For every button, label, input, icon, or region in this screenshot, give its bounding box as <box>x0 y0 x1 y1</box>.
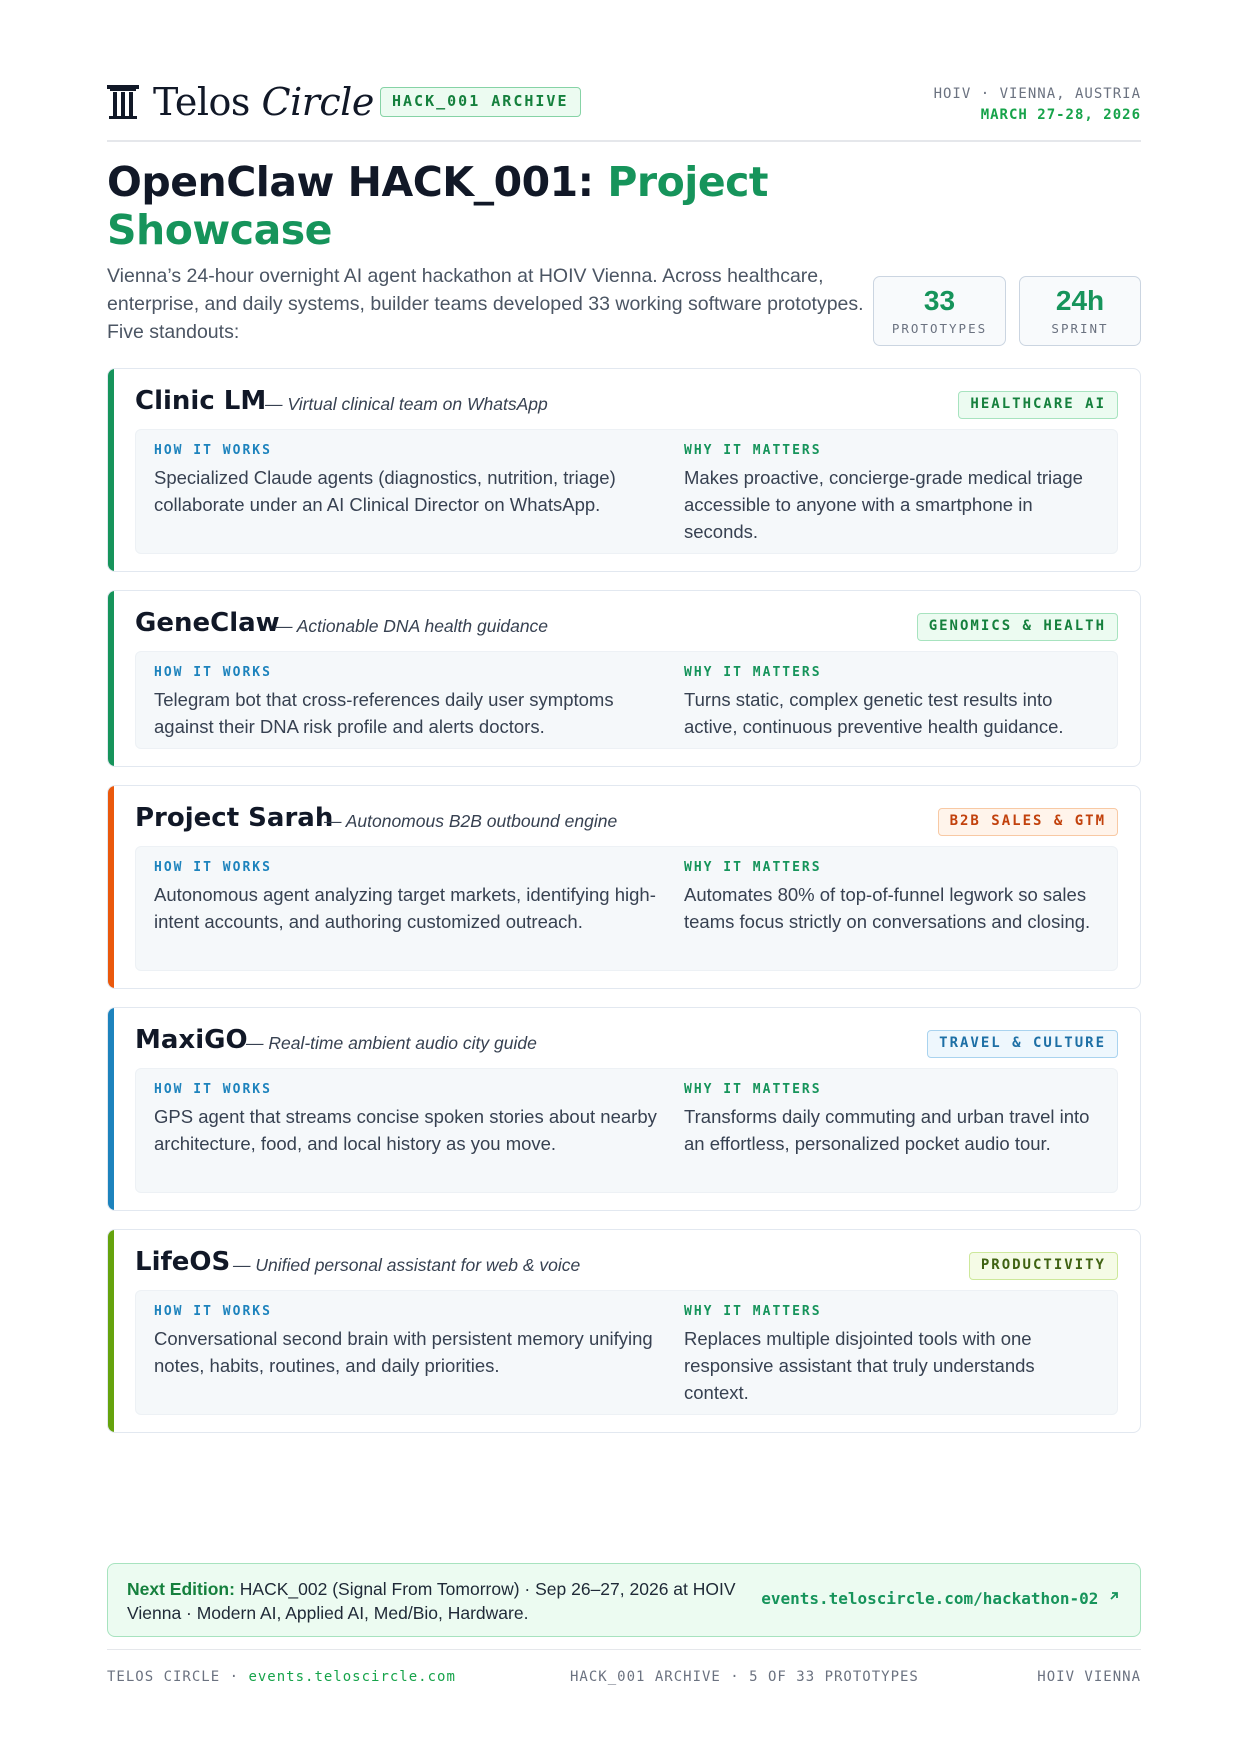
why-text: Transforms daily commuting and urban travel into an effortless, personalized pocket audio tour. <box>684 1106 1090 1154</box>
venue-info <box>934 84 1141 126</box>
footer-venue: HOIV VIENNA <box>1037 1669 1141 1685</box>
why-heading: WHY IT MATTERS <box>684 665 822 680</box>
why-it-matters <box>684 1304 1102 1406</box>
header <box>107 78 1141 142</box>
how-text: GPS agent that streams concise spoken stories about nearby architecture, food, and local history as you move. <box>154 1106 657 1154</box>
why-text: Turns static, complex genetic test results into active, continuous preventive health guidance. <box>684 689 1064 737</box>
project-name: GeneClaw <box>135 608 280 638</box>
card-accent-bar <box>108 786 114 988</box>
why-heading: WHY IT MATTERS <box>684 443 822 458</box>
event-dates: MARCH 27-28, 2026 <box>980 107 1141 123</box>
project-tagline: — Virtual clinical team on WhatsApp <box>265 394 548 414</box>
project-card-project-sarah <box>107 785 1141 989</box>
why-text: Replaces multiple disjointed tools with one responsive assistant that truly understands context. <box>684 1328 1035 1403</box>
how-it-works <box>154 443 664 518</box>
venue-location: HOIV · VIENNA, AUSTRIA <box>933 86 1141 102</box>
stat-value: 24h <box>1055 285 1105 316</box>
card-accent-bar <box>108 591 114 766</box>
project-name: LifeOS <box>135 1247 231 1277</box>
how-text: Specialized Claude agents (diagnostics, nutrition, triage) collaborate under an AI Clinical Director on WhatsApp. <box>154 467 616 515</box>
next-edition-banner <box>107 1563 1141 1637</box>
card-accent-bar <box>108 369 114 571</box>
external-arrow-icon <box>1108 1590 1120 1602</box>
how-it-works <box>154 860 664 935</box>
project-card-lifeos <box>107 1229 1141 1433</box>
project-tagline: — Autonomous B2B outbound engine <box>324 811 618 831</box>
how-it-works <box>154 1304 664 1379</box>
stat-value: 33 <box>923 285 956 316</box>
project-card-clinic-lm <box>107 368 1141 572</box>
card-details <box>135 651 1118 749</box>
how-text: Conversational second brain with persistent memory unifying notes, habits, routines, and daily priorities. <box>154 1328 653 1376</box>
how-text: Telegram bot that cross-references daily user symptoms against their DNA risk profile and alerts doctors. <box>154 689 614 737</box>
category-badge: TRAVEL & CULTURE <box>927 1030 1118 1058</box>
footer-brand: TELOS CIRCLE · events.teloscircle.com <box>107 1669 456 1685</box>
card-details <box>135 1290 1118 1415</box>
archive-badge: HACK_001 ARCHIVE <box>380 87 581 117</box>
project-name: Clinic LM <box>135 386 267 416</box>
why-heading: WHY IT MATTERS <box>684 1304 822 1319</box>
project-card-maxigo <box>107 1007 1141 1211</box>
footer <box>107 1649 1141 1689</box>
why-heading: WHY IT MATTERS <box>684 860 822 875</box>
stat-prototypes <box>873 276 1006 346</box>
next-edition-label: Next Edition: <box>127 1579 235 1599</box>
how-heading: HOW IT WORKS <box>154 443 272 458</box>
how-it-works <box>154 1082 664 1157</box>
project-card-geneclaw <box>107 590 1141 767</box>
card-details <box>135 846 1118 971</box>
stat-label: PROTOTYPES <box>891 321 988 336</box>
category-badge: B2B SALES & GTM <box>938 808 1118 836</box>
next-edition-text: Next Edition: HACK_002 (Signal From Tomorrow) · Sep 26–27, 2026 at HOIV Vienna · Modern AI, Applied AI, Med/Bio, Hardware. <box>127 1579 736 1623</box>
how-heading: HOW IT WORKS <box>154 1082 272 1097</box>
category-badge: HEALTHCARE AI <box>958 391 1118 419</box>
why-it-matters <box>684 1082 1102 1157</box>
card-details <box>135 1068 1118 1193</box>
pillar-icon <box>107 84 139 120</box>
stat-label: SPRINT <box>1051 321 1109 336</box>
category-badge: PRODUCTIVITY <box>969 1252 1118 1280</box>
project-name: Project Sarah <box>135 803 334 833</box>
how-text: Autonomous agent analyzing target markets, identifying high-intent accounts, and authoring customized outreach. <box>154 884 656 932</box>
intro-paragraph: Vienna’s 24-hour overnight AI agent hackathon at HOIV Vienna. Across healthcare, enterprise, and daily systems, builder teams developed 33 working software prototypes. Five standouts: <box>107 265 864 343</box>
how-heading: HOW IT WORKS <box>154 1304 272 1319</box>
project-name: MaxiGO <box>135 1025 248 1055</box>
why-text: Makes proactive, concierge-grade medical triage accessible to anyone with a smartphone in seconds. <box>684 467 1083 542</box>
next-edition-link[interactable]: events.teloscircle.com/hackathon-02 <box>761 1589 1120 1608</box>
card-details <box>135 429 1118 554</box>
footer-archive-info: HACK_001 ARCHIVE · 5 OF 33 PROTOTYPES <box>570 1669 919 1685</box>
document-page <box>107 0 1141 1754</box>
why-text: Automates 80% of top-of-funnel legwork so sales teams focus strictly on conversations and closing. <box>684 884 1091 932</box>
why-it-matters <box>684 860 1102 935</box>
why-heading: WHY IT MATTERS <box>684 1082 822 1097</box>
category-badge: GENOMICS & HEALTH <box>917 613 1118 641</box>
why-it-matters <box>684 443 1102 545</box>
how-heading: HOW IT WORKS <box>154 860 272 875</box>
why-it-matters <box>684 665 1102 740</box>
project-tagline: — Real-time ambient audio city guide <box>246 1033 537 1053</box>
footer-url[interactable]: events.teloscircle.com <box>248 1669 456 1685</box>
how-it-works <box>154 665 664 740</box>
stat-sprint <box>1019 276 1141 346</box>
page-title: OpenClaw HACK_001: Project Showcase <box>107 158 769 254</box>
card-accent-bar <box>108 1008 114 1210</box>
card-accent-bar <box>108 1230 114 1432</box>
how-heading: HOW IT WORKS <box>154 665 272 680</box>
project-tagline: — Actionable DNA health guidance <box>275 616 549 636</box>
brand-name: Telos Circle <box>153 80 374 124</box>
project-tagline: — Unified personal assistant for web & voice <box>233 1255 581 1275</box>
